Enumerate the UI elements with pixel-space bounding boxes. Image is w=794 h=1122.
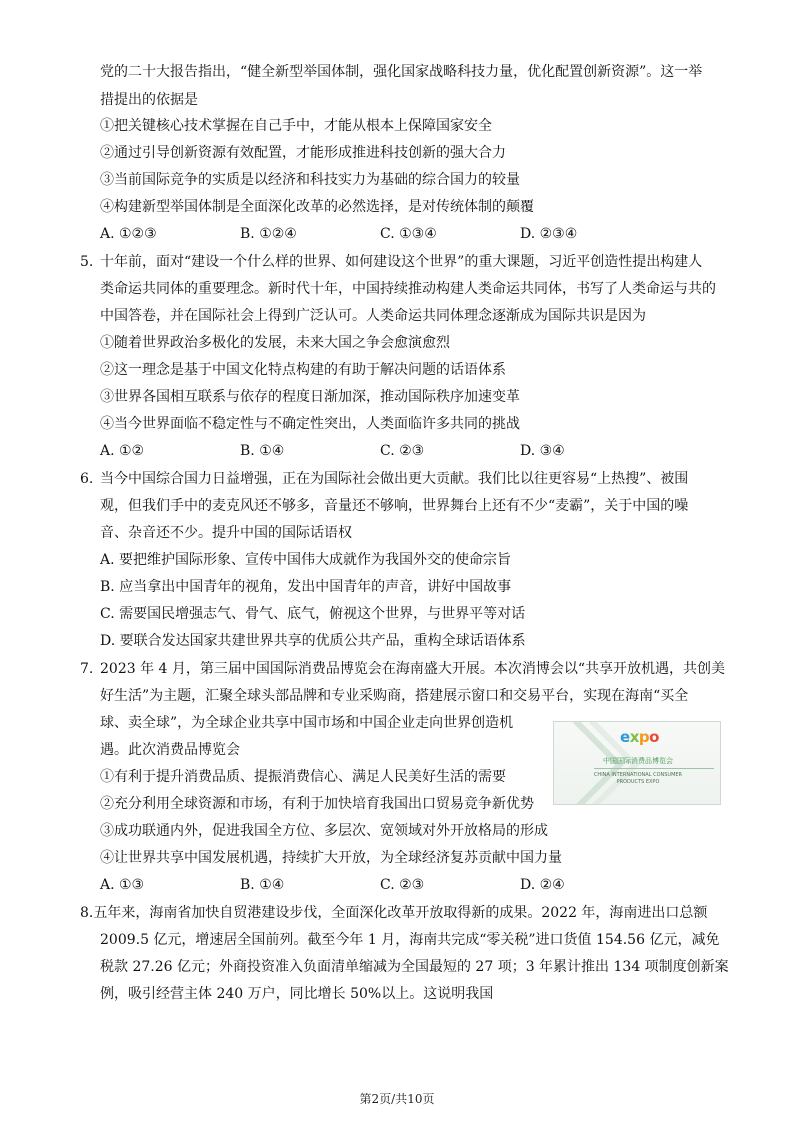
q4-stem-line-1: 党的二十大报告指出，“健全新型举国体制，强化国家战略科技力量，优化配置创新资源”。这一举: [100, 64, 703, 80]
q6-stem-line-2: 观，但我们手中的麦克风还不够多，音量还不够响，世界舞台上还有不少“麦霸”，关于中国的噪: [100, 498, 689, 514]
q7-item-1: ①有利于提升消费品质、提振消费信心、满足人民美好生活的需要: [100, 769, 506, 785]
q4-option-b[interactable]: B. ①②④: [240, 226, 297, 242]
expo-english-name: CHINA INTERNATIONAL CONSUMER PRODUCTS EXPO: [593, 772, 683, 785]
q7-stem-line-4: 遇。此次消费品博览会: [100, 742, 240, 758]
q5-item-3: ③世界各国相互联系与依存的程度日渐加深，推动国际秩序加速变革: [100, 389, 520, 405]
q4-item-4: ④构建新型举国体制是全面深化改革的必然选择，是对传统体制的颠覆: [100, 199, 534, 215]
q7-stem-line-3: 球、卖全球”，为全球企业共享中国市场和中国企业走向世界创造机: [100, 715, 514, 731]
q8-stem-line-3: 税款 27.26 亿元；外商投资准入负面清单缩减为全国最短的 27 项；3 年累计推出 134 项制度创新案: [100, 959, 729, 975]
q7-stem-line-2: 好生活”为主题，汇聚全球头部品牌和专业采购商，搭建展示窗口和交易平台，实现在海南“买全: [100, 688, 689, 704]
q5-stem-line-2: 类命运共同体的重要理念。新时代十年，中国持续推动构建人类命运共同体，书写了人类命运与共的: [100, 281, 716, 297]
q4-options: [100, 224, 660, 244]
q6-stem-line-3: 音、杂音还不少。提升中国的国际话语权: [100, 525, 352, 541]
q6-number: 6.: [80, 471, 94, 487]
q5-option-c[interactable]: C. ②③: [380, 443, 425, 459]
q7-number: 7.: [80, 661, 94, 677]
q4-item-1: ①把关键核心技术掌握在自己手中，才能从根本上保障国家安全: [100, 118, 492, 134]
q5-option-b[interactable]: B. ①④: [240, 443, 285, 459]
q5-options: [100, 441, 660, 461]
q7-stem-line-1: 2023 年 4 月，第三届中国国际消费品博览会在海南盛大开展。本次消博会以“共享开放机遇，共创美: [100, 661, 726, 677]
q6-stem-line-1: 当今中国综合国力日益增强，正在为国际社会做出更大贡献。我们比以往更容易“上热搜”、被围: [100, 471, 689, 487]
q4-option-c[interactable]: C. ①③④: [380, 226, 437, 242]
q7-option-a[interactable]: A. ①③: [100, 877, 145, 893]
q7-option-c[interactable]: C. ②③: [380, 877, 425, 893]
q5-stem-line-3: 中国答卷，并在国际社会上得到广泛认可。人类命运共同体理念逐渐成为国际共识是因为: [100, 308, 646, 324]
q5-item-4: ④当今世界面临不稳定性与不确定性突出，人类面临许多共同的挑战: [100, 416, 520, 432]
q7-options: [100, 875, 660, 895]
expo-chinese-name: 中国国际消费品博览会: [603, 757, 673, 765]
expo-divider: [594, 768, 714, 769]
q5-item-1: ①随着世界政治多极化的发展，未来大国之争会愈演愈烈: [100, 335, 450, 351]
q4-item-3: ③当前国际竞争的实质是以经济和科技实力为基础的综合国力的较量: [100, 172, 520, 188]
expo-logo-image: [553, 721, 721, 805]
q6-choice-b[interactable]: B. 应当拿出中国青年的视角，发出中国青年的声音，讲好中国故事: [100, 579, 512, 595]
q5-number: 5.: [80, 254, 94, 270]
q6-choice-a[interactable]: A. 要把维护国际形象、宣传中国伟大成就作为我国外交的使命宗旨: [100, 552, 512, 568]
q5-option-a[interactable]: A. ①②: [100, 443, 145, 459]
q5-item-2: ②这一理念是基于中国文化特点构建的有助于解决问题的话语体系: [100, 362, 506, 378]
q4-option-a[interactable]: A. ①②③: [100, 226, 157, 242]
q5-stem-line-1: 十年前，面对“建设一个什么样的世界、如何建设这个世界”的重大课题，习近平创造性提出构建人: [100, 254, 703, 270]
q4-item-2: ②通过引导创新资源有效配置，才能形成推进科技创新的强大合力: [100, 145, 506, 161]
q4-stem-line-2: 措提出的依据是: [100, 92, 198, 108]
q7-item-3: ③成功联通内外，促进我国全方位、多层次、宽领域对外开放格局的形成: [100, 823, 548, 839]
q7-option-d[interactable]: D. ②④: [520, 877, 565, 893]
q4-option-d[interactable]: D. ②③④: [520, 226, 578, 242]
q6-choice-c[interactable]: C. 需要国民增强志气、骨气、底气，俯视这个世界，与世界平等对话: [100, 606, 526, 622]
q8-stem-line-1: 8.五年来，海南省加快自贸港建设步伐，全面深化改革开放取得新的成果。2022 年，海南进出口总额: [80, 905, 708, 921]
q5-option-d[interactable]: D. ③④: [520, 443, 565, 459]
q8-stem-line-2: 2009.5 亿元，增速居全国前列。截至今年 1 月，海南共完成“零关税”进口货值 154.56 亿元，减免: [100, 932, 720, 948]
q7-option-b[interactable]: B. ①④: [240, 877, 285, 893]
expo-wordmark: expo: [620, 728, 659, 746]
q8-stem-line-4: 例，吸引经营主体 240 万户，同比增长 50%以上。这说明我国: [100, 986, 494, 1002]
q7-item-4: ④让世界共享中国发展机遇，持续扩大开放，为全球经济复苏贡献中国力量: [100, 850, 562, 866]
q6-choice-d[interactable]: D. 要联合发达国家共建世界共享的优质公共产品，重构全球话语体系: [100, 633, 526, 649]
page-footer: 第2页/共10页: [359, 1092, 435, 1106]
q7-item-2: ②充分利用全球资源和市场，有利于加快培育我国出口贸易竞争新优势: [100, 796, 534, 812]
